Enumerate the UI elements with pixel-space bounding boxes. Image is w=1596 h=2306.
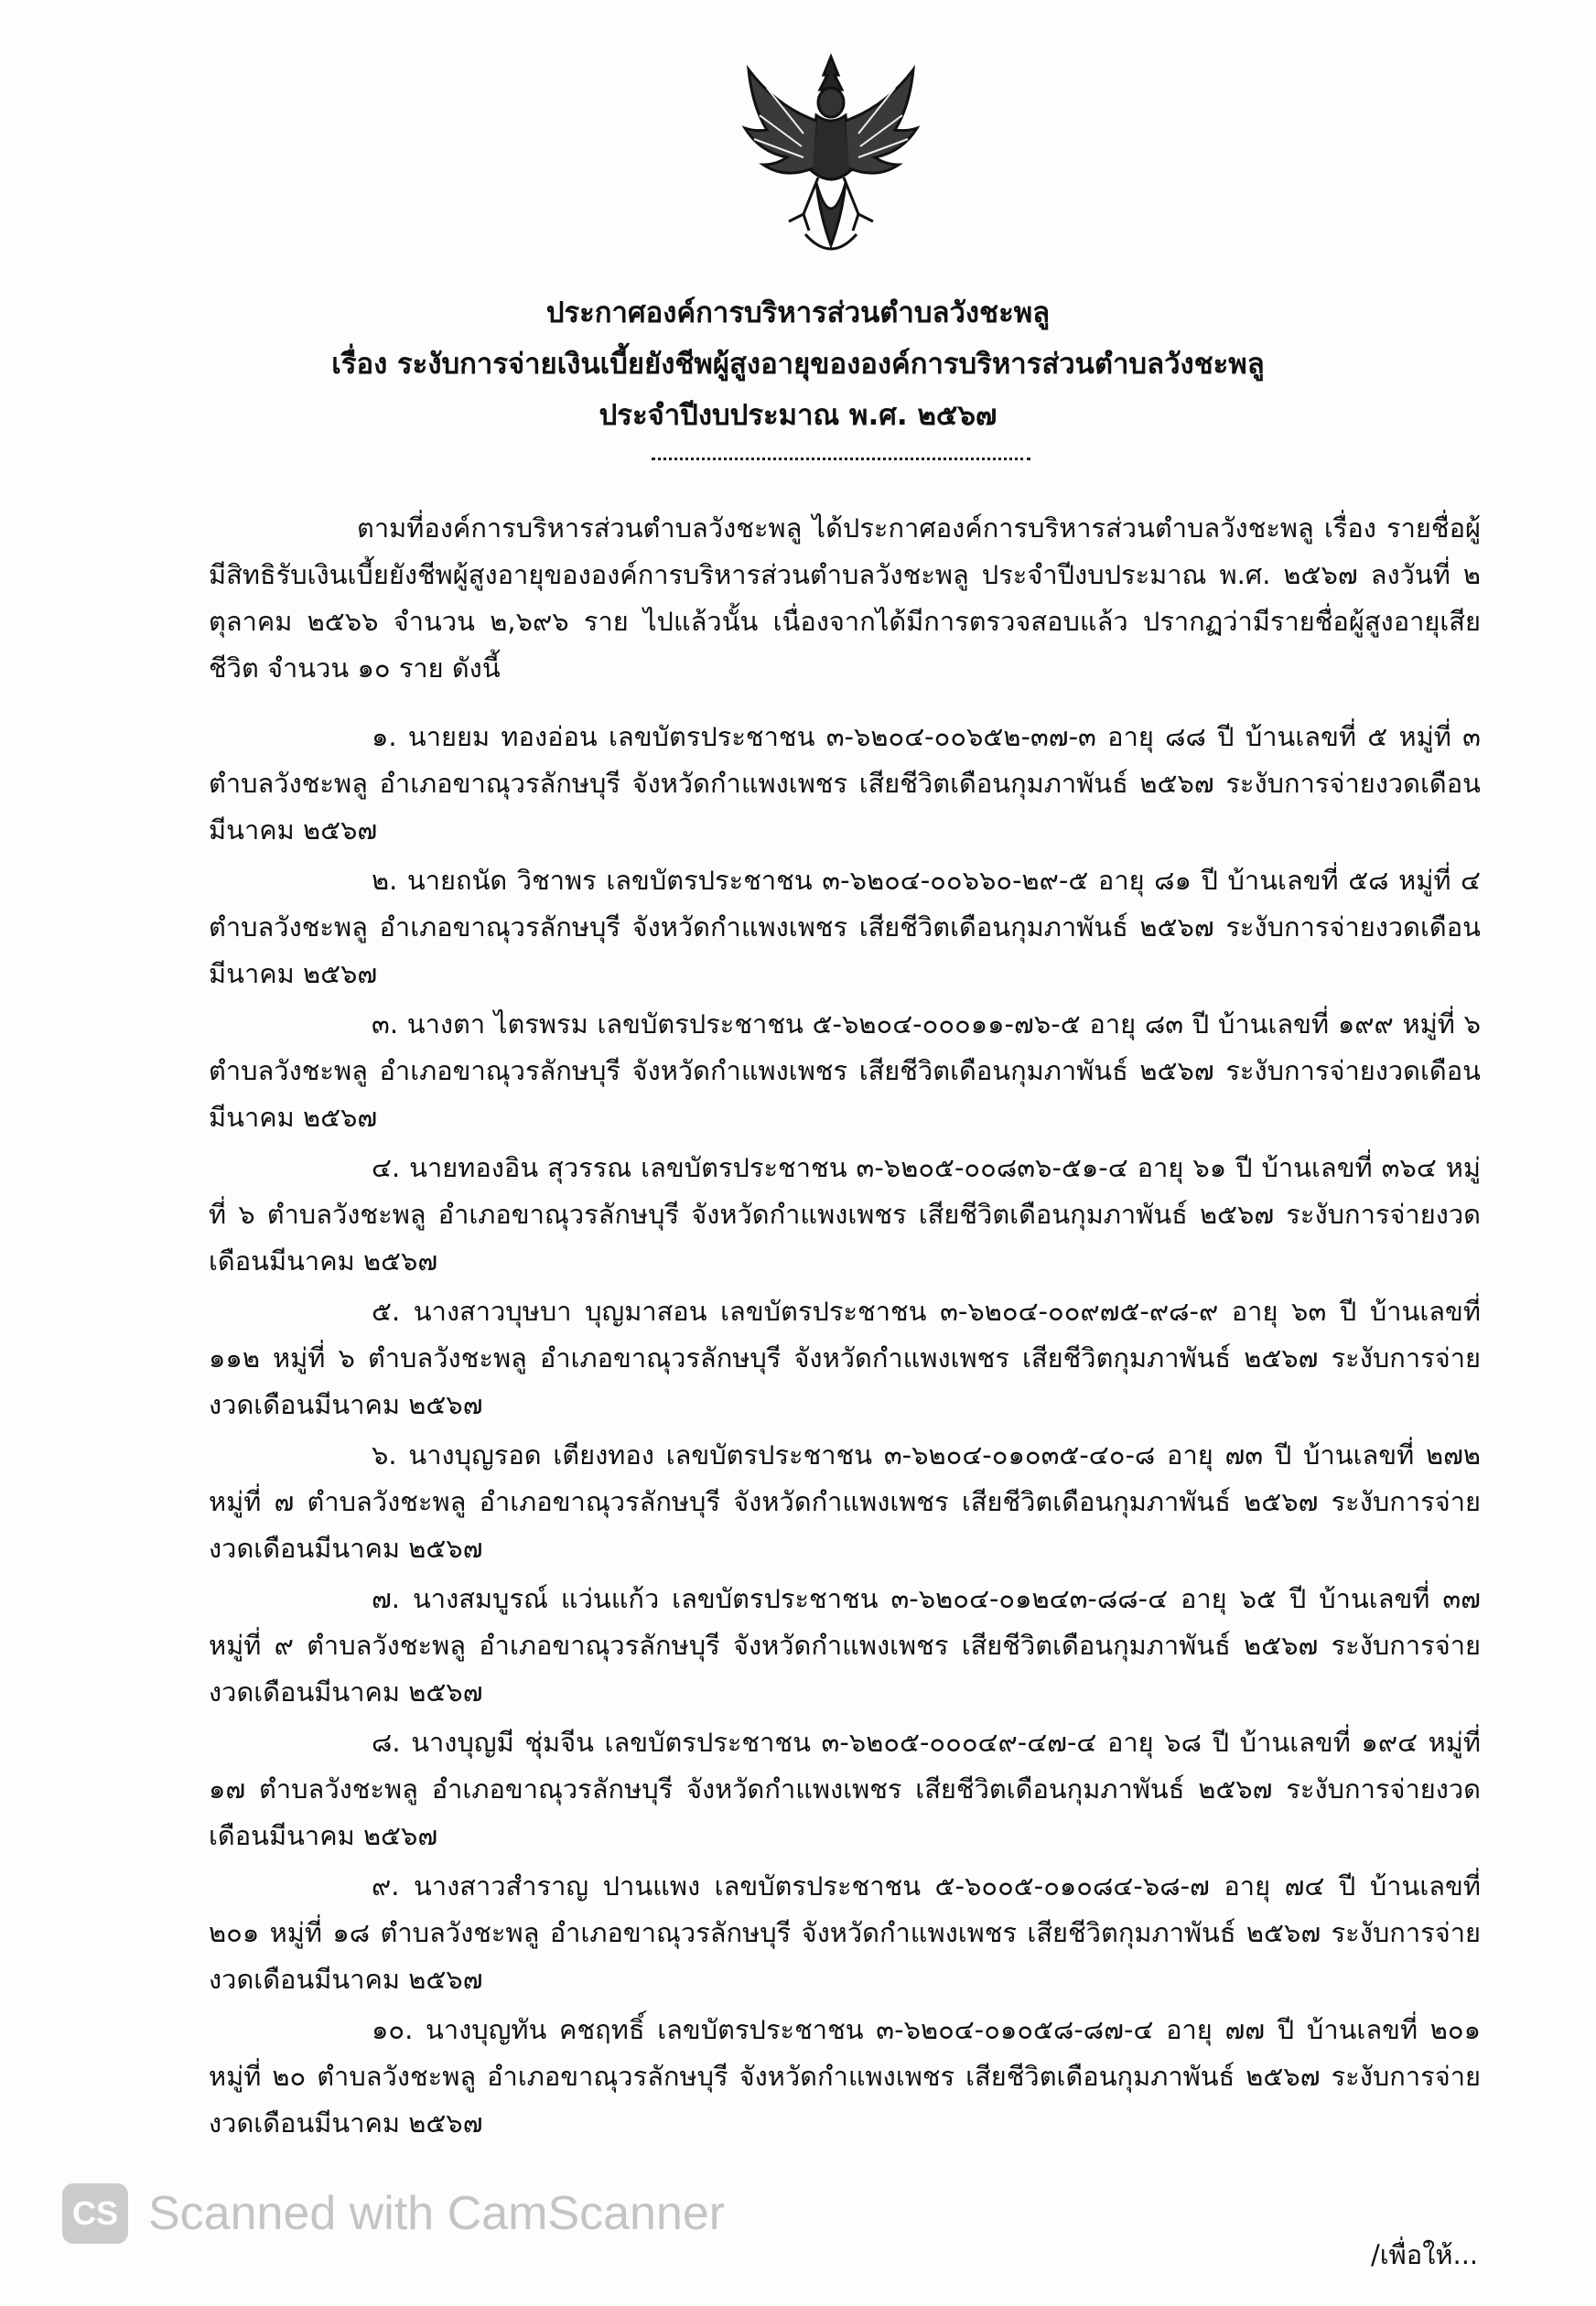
list-item: ๘. นางบุญมี ชุ่มจีน เลขบัตรประชาชน ๓-๖๒๐๕-๐๐๐๔๙-๔๗-๔ อายุ ๖๘ ปี บ้านเลขที่ ๑๙๔ หมู่ที่ ๑๗ ตำบลวังชะพลู อำเภอขาณุวรลักษบุรี จังหวัดกำแพงเพชร เสียชีวิตเดือนกุมภาพันธ์ ๒๕๖๗ ระงับการจ่ายงวดเดือนมีนาคม ๒๕๖๗ [209, 1727, 1481, 1851]
watermark-text: Scanned with CamScanner [148, 2187, 726, 2240]
list-item: ๑๐. นางบุญทัน คชฤทธิ์ เลขบัตรประชาชน ๓-๖๒๐๔-๐๑๐๕๘-๘๗-๔ อายุ ๗๗ ปี บ้านเลขที่ ๒๐๑ หมู่ที่ ๒๐ ตำบลวังชะพลู อำเภอขาณุวรลักษบุรี จังหวัดกำแพงเพชร เสียชีวิตเดือนกุมภาพันธ์ ๒๕๖๗ ระงับการจ่ายงวดเดือนมีนาคม ๒๕๖๗ [209, 2014, 1481, 2139]
intro-paragraph: ตามที่องค์การบริหารส่วนตำบลวังชะพลู ได้ประกาศองค์การบริหารส่วนตำบลวังชะพลู เรื่อง รายชื่อผู้มีสิทธิรับเงินเบี้ยยังชีพผู้สูงอายุขององค์การบริหารส่วนตำบลวังชะพลู ประจำปีงบประมาณ พ.ศ. ๒๕๖๗ ลงวันที่ ๒ ตุลาคม ๒๕๖๖ จำนวน ๒,๖๙๖ ราย ไปแล้วนั้น เนื่องจากได้มีการตรวจสอบแล้ว ปรากฏว่ามีรายชื่อผู้สูงอายุเสียชีวิต จำนวน ๑๐ ราย ดังนี้ [209, 512, 1481, 684]
list-item: ๙. นางสาวสำราญ ปานแพง เลขบัตรประชาชน ๕-๖๐๐๕-๐๑๐๘๔-๖๘-๗ อายุ ๗๔ ปี บ้านเลขที่ ๒๐๑ หมู่ที่ ๑๘ ตำบลวังชะพลู อำเภอขาณุวรลักษบุรี จังหวัดกำแพงเพชร เสียชีวิตกุมภาพันธ์ ๒๕๖๗ ระงับการจ่ายงวดเดือนมีนาคม ๒๕๖๗ [209, 1870, 1481, 1995]
fiscal-year-line: ประจำปีงบประมาณ พ.ศ. ๒๕๖๗ [598, 399, 998, 432]
list-item: ๖. นางบุญรอด เตียงทอง เลขบัตรประชาชน ๓-๖๒๐๔-๐๑๐๓๕-๔๐-๘ อายุ ๗๓ ปี บ้านเลขที่ ๒๗๒ หมู่ที่ ๗ ตำบลวังชะพลู อำเภอขาณุวรลักษบุรี จังหวัดกำแพงเพชร เสียชีวิตเดือนกุมภาพันธ์ ๒๕๖๗ ระงับการจ่ายงวดเดือนมีนาคม ๒๕๖๗ [209, 1439, 1481, 1564]
list-item: ๒. นายถนัด วิชาพร เลขบัตรประชาชน ๓-๖๒๐๔-๐๐๖๖๐-๒๙-๕ อายุ ๘๑ ปี บ้านเลขที่ ๕๘ หมู่ที่ ๔ ตำบลวังชะพลู อำเภอขาณุวรลักษบุรี จังหวัดกำแพงเพชร เสียชีวิตเดือนกุมภาพันธ์ ๒๕๖๗ ระงับการจ่ายงวดเดือนมีนาคม ๒๕๖๗ [209, 865, 1481, 989]
intro-block [209, 505, 1481, 692]
announcement-title: ประกาศองค์การบริหารส่วนตำบลวังชะพลู [545, 296, 1051, 329]
camscanner-watermark [62, 2182, 725, 2246]
continuation-marker: /เพื่อให้... [1371, 2239, 1479, 2270]
list-item: ๕. นางสาวบุษบา บุญมาสอน เลขบัตรประชาชน ๓-๖๒๐๔-๐๐๙๗๕-๙๘-๙ อายุ ๖๓ ปี บ้านเลขที่ ๑๑๒ หมู่ที่ ๖ ตำบลวังชะพลู อำเภอขาณุวรลักษบุรี จังหวัดกำแพงเพชร เสียชีวิตกุมภาพันธ์ ๒๕๖๗ ระงับการจ่ายงวดเดือนมีนาคม ๒๕๖๗ [209, 1296, 1481, 1420]
list-item: ๗. นางสมบูรณ์ แว่นแก้ว เลขบัตรประชาชน ๓-๖๒๐๔-๐๑๒๔๓-๘๘-๔ อายุ ๖๕ ปี บ้านเลขที่ ๓๗ หมู่ที่ ๙ ตำบลวังชะพลู อำเภอขาณุวรลักษบุรี จังหวัดกำแพงเพชร เสียชีวิตเดือนกุมภาพันธ์ ๒๕๖๗ ระงับการจ่ายงวดเดือนมีนาคม ๒๕๖๗ [209, 1583, 1481, 1708]
list-item: ๔. นายทองอิน สุวรรณ เลขบัตรประชาชน ๓-๖๒๐๕-๐๐๘๓๖-๕๑-๔ อายุ ๖๑ ปี บ้านเลขที่ ๓๖๔ หมู่ที่ ๖ ตำบลวังชะพลู อำเภอขาณุวรลักษบุรี จังหวัดกำแพงเพชร เสียชีวิตเดือนกุมภาพันธ์ ๒๕๖๗ ระงับการจ่ายงวดเดือนมีนาคม ๒๕๖๗ [209, 1152, 1481, 1277]
announcement-subject: เรื่อง ระงับการจ่ายเงินเบี้ยยังชีพผู้สูงอายุขององค์การบริหารส่วนตำบลวังชะพลู [331, 348, 1265, 381]
garuda-emblem-icon [739, 51, 922, 267]
list-item: ๑. นายยม ทองอ่อน เลขบัตรประชาชน ๓-๖๒๐๔-๐๐๖๕๒-๓๗-๓ อายุ ๘๘ ปี บ้านเลขที่ ๕ หมู่ที่ ๓ ตำบลวังชะพลู อำเภอขาณุวรลักษบุรี จังหวัดกำแพงเพชร เสียชีวิตเดือนกุมภาพันธ์ ๒๕๖๗ ระงับการจ่ายงวดเดือนมีนาคม ๒๕๖๗ [209, 721, 1481, 846]
dotted-divider [652, 458, 1030, 460]
camscanner-logo-icon: CS [62, 2183, 128, 2244]
list-item: ๓. นางตา ไตรพรม เลขบัตรประชาชน ๕-๖๒๐๔-๐๐๐๑๑-๗๖-๕ อายุ ๘๓ ปี บ้านเลขที่ ๑๙๙ หมู่ที่ ๖ ตำบลวังชะพลู อำเภอขาณุวรลักษบุรี จังหวัดกำแพงเพชร เสียชีวิตเดือนกุมภาพันธ์ ๒๕๖๗ ระงับการจ่ายงวดเดือนมีนาคม ๒๕๖๗ [209, 1008, 1481, 1133]
deceased-list [209, 714, 1481, 2150]
